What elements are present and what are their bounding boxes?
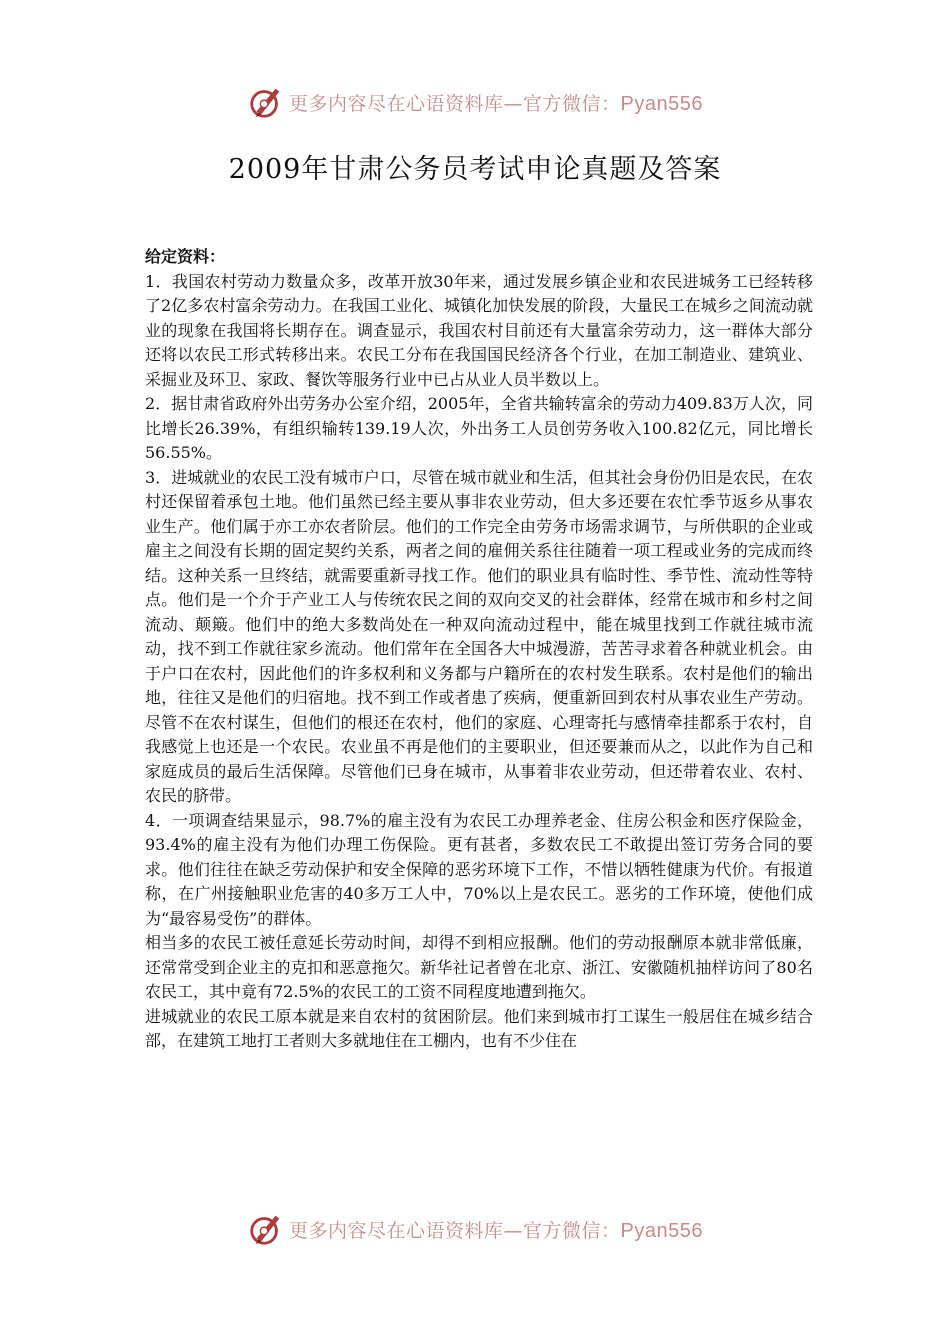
watermark-text: 更多内容尽在心语资料库—官方微信：Pyan556 [289, 92, 703, 115]
footer-watermark-banner [0, 1207, 950, 1251]
document-body [145, 245, 813, 1054]
wechat-id: Pyan556 [620, 92, 703, 115]
wechat-id: Pyan556 [620, 1219, 703, 1242]
paragraph-4: 4．一项调查结果显示，98.7%的雇主没有为农民工办理养老金、住房公积金和医疗保险金，93.4%的雇主没有为他们办理工伤保险。更有甚者，多数农民工不敢提出签订劳务合同的要求。他们往往在缺乏劳动保护和安全保障的恶劣环境下工作，不惜以牺牲健康为代价。有报道称，在广州接触职业危害的40多万工人中，70%以上是农民工。恶劣的工作环境，使他们成为“最容易受伤”的群体。 [145, 810, 813, 928]
pen-logo-icon [247, 1210, 285, 1248]
pen-logo-icon [247, 83, 285, 121]
paragraph-2: 2．据甘肃省政府外出劳务办公室介绍，2005年，全省共输转富余的劳动力409.83万人次，同比增长26.39%，有组织输转139.19人次，外出务工人员创劳务收入100.82亿元，同比增长56.55%。 [145, 394, 813, 462]
paragraph-1: 1．我国农村劳动力数量众多，改革开放30年来，通过发展乡镇企业和农民进城务工已经转移了2亿多农村富余劳动力。在我国工业化、城镇化加快发展的阶段，大量民工在城乡之间流动就业的现象在我国将长期存在。调查显示，我国农村目前还有大量富余劳动力，这一群体大部分还将以农民工形式转移出来。农民工分布在我国国民经济各个行业，在加工制造业、建筑业、采掘业及环卫、家政、餐饮等服务行业中已占从业人员半数以上。 [145, 271, 813, 389]
section-heading: 给定资料： [145, 247, 226, 266]
paragraph-3: 3．进城就业的农民工没有城市户口，尽管在城市就业和生活，但其社会身份仍旧是农民，在农村还保留着承包土地。他们虽然已经主要从事非农业劳动，但大多还要在农忙季节返乡从事农业生产。他们属于亦工亦农者阶层。他们的工作完全由劳务市场需求调节，与所供职的企业或雇主之间没有长期的固定契约关系，两者之间的雇佣关系往往随着一项工程或业务的完成而终结。这种关系一旦终结，就需要重新寻找工作。他们的职业具有临时性、季节性、流动性等特点。他们是一个介于产业工人与传统农民之间的双向交叉的社会群体，经常在城市和乡村之间流动、颠簸。他们中的绝大多数尚处在一种双向流动过程中，能在城里找到工作就往城市流动，找不到工作就往家乡流动。他们常年在全国各大中城漫游，苦苦寻求着各种就业机会。由于户口在农村，因此他们的许多权利和义务都与户籍所在的农村发生联系。农村是他们的输出地，往往又是他们的归宿地。找不到工作或者患了疾病，便重新回到农村从事农业生产劳动。尽管不在农村谋生，但他们的根还在农村，他们的家庭、心理寄托与感情牵挂都系于农村，自我感觉上也还是一个农民。农业虽不再是他们的主要职业，但还要兼而从之，以此作为自己和家庭成员的最后生活保障。尽管他们已身在城市，从事着非农业劳动，但还带着农业、农村、农民的脐带。 [145, 467, 813, 805]
header-watermark-banner [0, 80, 950, 124]
watermark-text: 更多内容尽在心语资料库—官方微信：Pyan556 [289, 1219, 703, 1242]
paragraph-6: 进城就业的农民工原本就是来自农村的贫困阶层。他们来到城市打工谋生一般居住在城乡结合部，在建筑工地打工者则大多就地住在工棚内，也有不少住在 [145, 1006, 813, 1050]
paragraph-5: 相当多的农民工被任意延长劳动时间，却得不到相应报酬。他们的劳动报酬原本就非常低廉，还常常受到企业主的克扣和恶意拖欠。新华社记者曾在北京、浙江、安徽随机抽样访问了80名农民工，其中竟有72.5%的农民工的工资不同程度地遭到拖欠。 [145, 933, 813, 1001]
document-title: 2009年甘肃公务员考试申论真题及答案 [228, 154, 722, 185]
